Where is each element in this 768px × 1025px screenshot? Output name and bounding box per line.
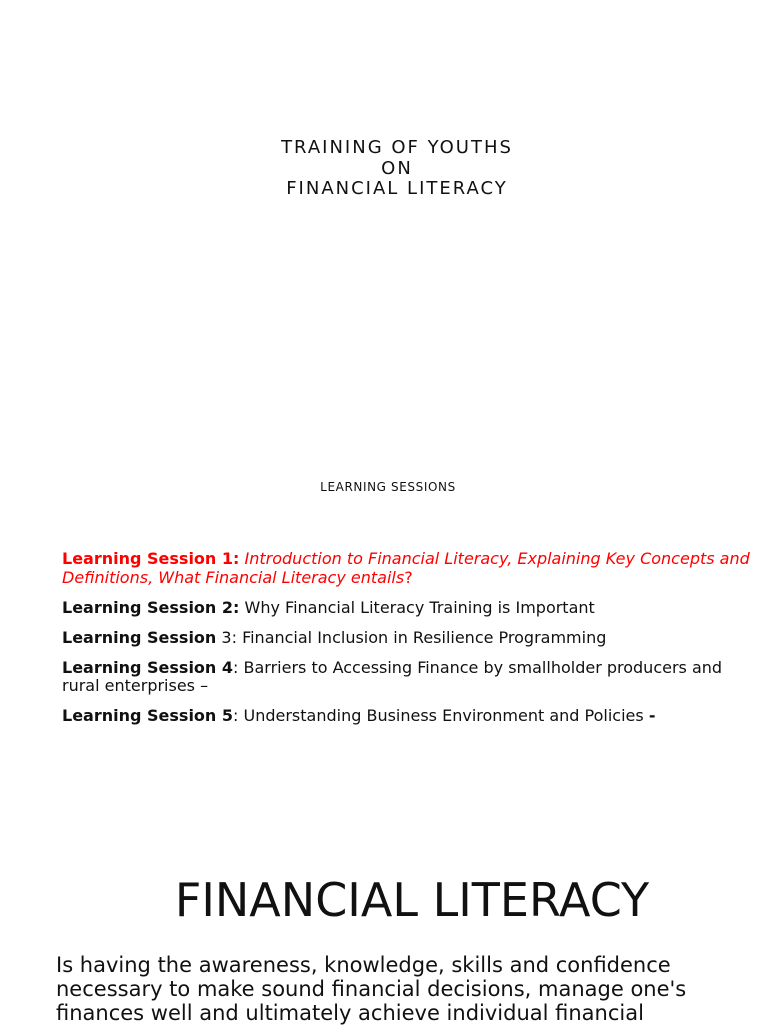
learning-session-4: [62, 659, 752, 696]
session-label: Learning Session: [62, 627, 217, 647]
learning-sessions-heading: LEARNING SESSIONS: [320, 480, 456, 494]
learning-session-2: [62, 599, 752, 618]
session-label: Learning Session 5: [62, 706, 234, 725]
title-slide-heading: [0, 138, 768, 200]
financial-literacy-title: FINANCIAL LITERACY: [174, 873, 650, 927]
learning-session-5: [62, 707, 752, 726]
learning-session-list: [62, 550, 752, 737]
session-description: 3: Financial Inclusion in Resilience Programming: [221, 627, 607, 647]
session-description: : Understanding Business Environment and Policies: [233, 706, 649, 725]
session-description: Why Financial Literacy Training is Important: [244, 597, 595, 617]
session-label: Learning Session 2:: [62, 597, 240, 617]
title-line-3: FINANCIAL LITERACY: [286, 178, 508, 199]
title-line-1: TRAINING OF YOUTHS: [281, 137, 513, 158]
learning-session-3: [62, 629, 752, 648]
session-label: Learning Session 1:: [62, 549, 240, 568]
learning-session-1: [62, 550, 752, 587]
session-suffix: -: [648, 706, 656, 725]
financial-literacy-definition: Is having the awareness, knowledge, skills and confidence necessary to make sound financial decisions, manage one's finances well and ultimately achieve individual financial: [56, 953, 687, 1025]
session-suffix: ?: [404, 567, 413, 587]
session-description: Introduction to Financial Literacy, Explaining Key Concepts and Definitions, What Financial Literacy entails: [62, 549, 750, 587]
title-line-2: ON: [381, 157, 413, 179]
session-description: : Barriers to Accessing Finance by smallholder producers and rural enterprises –: [62, 657, 723, 695]
session-label: Learning Session 4: [62, 657, 234, 677]
